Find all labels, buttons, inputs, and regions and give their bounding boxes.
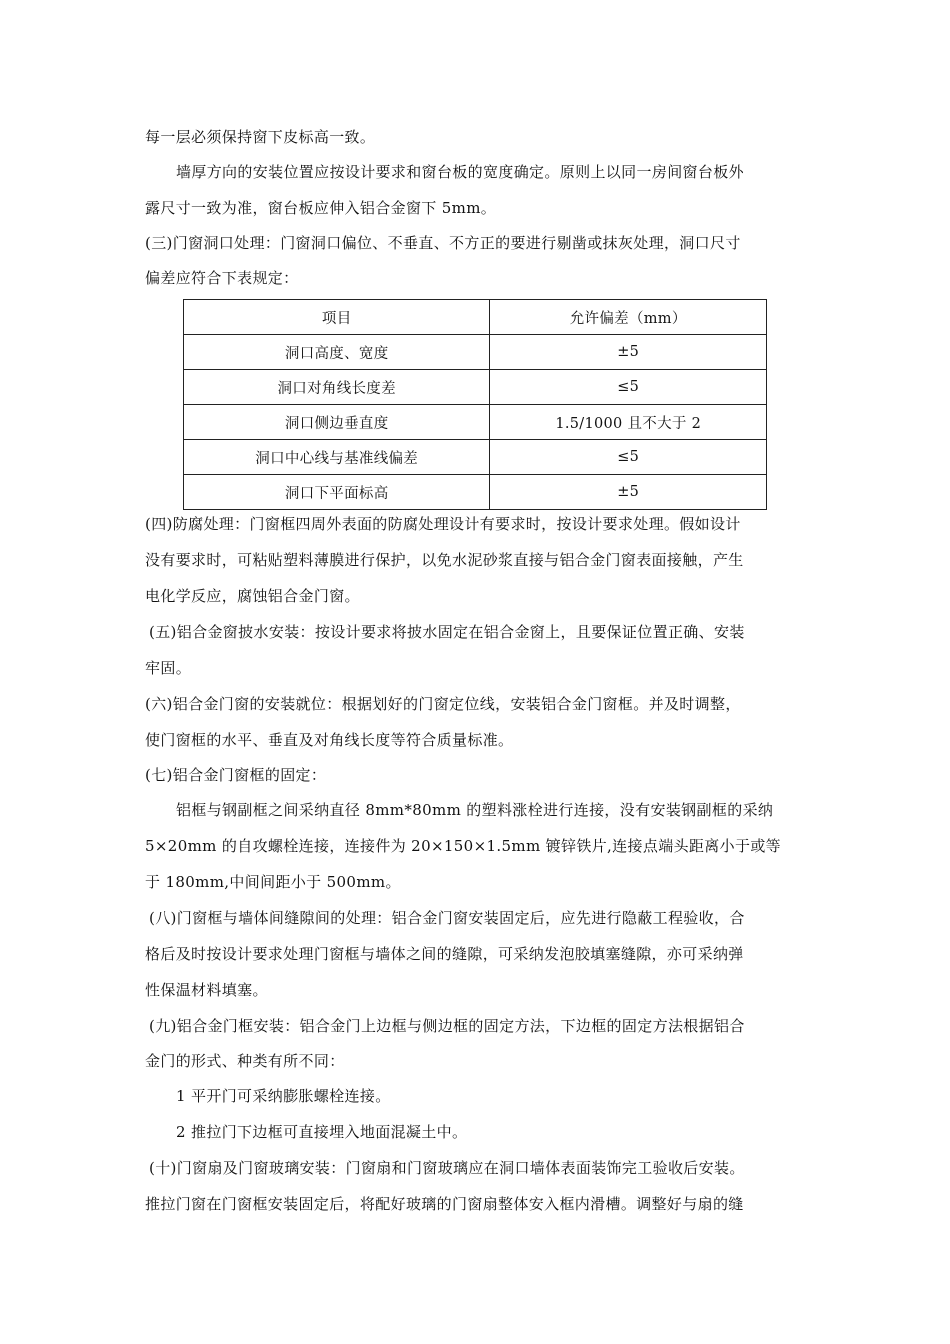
paragraph-line: (十)门窗扇及门窗玻璃安装：门窗扇和门窗玻璃应在洞口墙体表面装饰完工验收后安装。: [149, 1159, 745, 1177]
paragraph-line: 使门窗框的水平、垂直及对角线长度等符合质量标准。: [145, 731, 514, 749]
table-cell: 洞口侧边垂直度: [184, 405, 490, 440]
table-header-tolerance: 允许偏差（mm）: [490, 300, 767, 335]
paragraph-line: (六)铝合金门窗的安装就位：根据划好的门窗定位线，安装铝合金门窗框。并及时调整，: [145, 695, 741, 713]
table-cell: ±5: [490, 335, 767, 370]
paragraph-line: 牢固。: [145, 659, 192, 677]
deviation-table: [183, 299, 767, 510]
paragraph-line: 性保温材料填塞。: [145, 981, 268, 999]
paragraph-line: (九)铝合金门框安装：铝合金门上边框与侧边框的固定方法，下边框的固定方法根据铝合: [149, 1017, 745, 1035]
table-cell: 1.5/1000 且不大于 2: [490, 405, 767, 440]
paragraph-line: 没有要求时，可粘贴塑料薄膜进行保护，以免水泥砂浆直接与铝合金门窗表面接触，产生: [145, 551, 744, 569]
paragraph-line: (八)门窗框与墙体间缝隙间的处理：铝合金门窗安装固定后，应先进行隐蔽工程验收，合: [149, 909, 745, 927]
paragraph-line: 于 180mm,中间间距小于 500mm。: [145, 873, 401, 891]
paragraph-line: 墙厚方向的安装位置应按设计要求和窗台板的宽度确定。原则上以同一房间窗台板外: [176, 163, 744, 181]
paragraph-line: (三)门窗洞口处理：门窗洞口偏位、不垂直、不方正的要进行剔凿或抹灰处理，洞口尺寸: [145, 234, 741, 252]
table-cell: 洞口高度、宽度: [184, 335, 490, 370]
paragraph-line: 电化学反应，腐蚀铝合金门窗。: [145, 587, 360, 605]
table-cell: 洞口中心线与基准线偏差: [184, 440, 490, 475]
paragraph-line: 每一层必须保持窗下皮标高一致。: [145, 128, 376, 146]
table-row: [184, 335, 767, 370]
table-cell: ≤5: [490, 440, 767, 475]
table-row: [184, 475, 767, 510]
table-header-item: 项目: [184, 300, 490, 335]
paragraph-line: 铝框与钢副框之间采纳直径 8mm*80mm 的塑料涨栓进行连接，没有安装钢副框的采纳: [176, 801, 774, 819]
list-item: 2 推拉门下边框可直接埋入地面混凝土中。: [176, 1123, 468, 1141]
paragraph-line: 金门的形式、种类有所不同：: [145, 1052, 345, 1070]
paragraph-line: 偏差应符合下表规定：: [145, 269, 299, 287]
paragraph-line: (四)防腐处理：门窗框四周外表面的防腐处理设计有要求时，按设计要求处理。假如设计: [145, 515, 741, 533]
paragraph-line: 推拉门窗在门窗框安装固定后，将配好玻璃的门窗扇整体安入框内滑槽。调整好与扇的缝: [145, 1195, 744, 1213]
paragraph-line: 5×20mm 的自攻螺栓连接，连接件为 20×150×1.5mm 镀锌铁片,连接点端头距离小于或等: [145, 837, 782, 855]
table-header-row: [184, 300, 767, 335]
table-cell: ±5: [490, 475, 767, 510]
table-cell: ≤5: [490, 370, 767, 405]
table-cell: 洞口下平面标高: [184, 475, 490, 510]
paragraph-line: (七)铝合金门窗框的固定：: [145, 766, 327, 784]
table-cell: 洞口对角线长度差: [184, 370, 490, 405]
paragraph-line: (五)铝合金窗披水安装：按设计要求将披水固定在铝合金窗上，且要保证位置正确、安装: [149, 623, 745, 641]
paragraph-line: 露尺寸一致为准，窗台板应伸入铝合金窗下 5mm。: [145, 199, 497, 217]
paragraph-line: 格后及时按设计要求处理门窗框与墙体之间的缝隙，可采纳发泡胶填塞缝隙，亦可采纳弹: [145, 945, 744, 963]
table-row: [184, 405, 767, 440]
table-row: [184, 370, 767, 405]
list-item: 1 平开门可采纳膨胀螺栓连接。: [176, 1087, 391, 1105]
table-row: [184, 440, 767, 475]
